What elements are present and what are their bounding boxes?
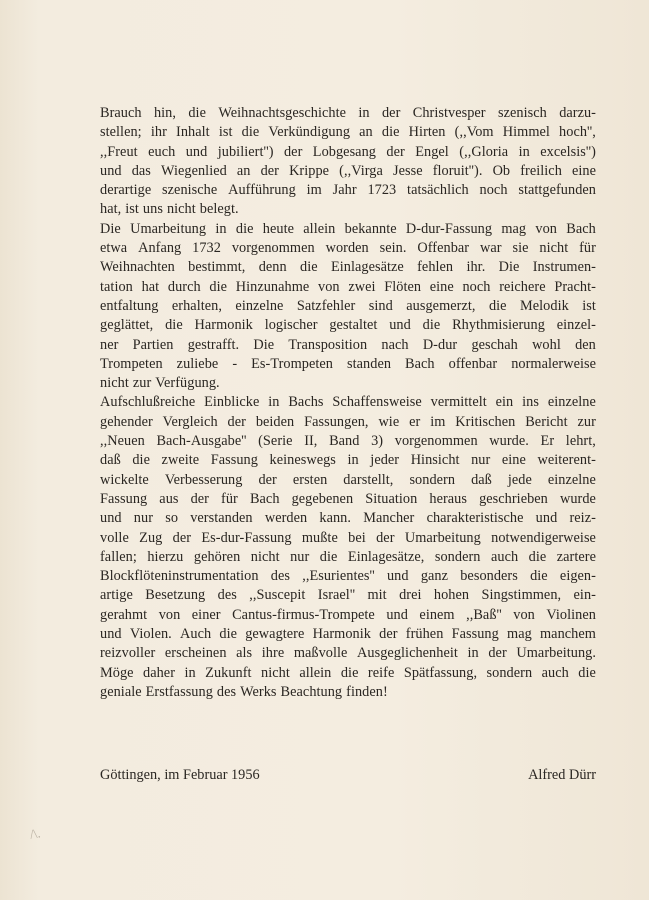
author-name: Alfred Dürr [528, 767, 596, 783]
text-line: nicht zur Verfügung. [100, 375, 220, 392]
text-line: derartige szenische Aufführung im Jahr 1723 tatsächlich noch stattgefunden [100, 182, 596, 199]
text-line: geniale Erstfassung des Werks Beachtung finden! [100, 683, 388, 700]
text-line: etwa Anfang 1732 vorgenommen worden sein. Offenbar war sie nicht für [100, 240, 596, 257]
text-line: wickelte Verbesserung der ersten darstellt, sondern daß jede einzelne [100, 471, 596, 488]
body-text [100, 104, 596, 702]
text-line: Brauch hin, die Weihnachtsgeschichte in der Christvesper szenisch darzu- [100, 105, 596, 121]
text-line: Die Umarbeitung in die heute allein bekannte D-dur-Fassung mag von Bach [100, 220, 596, 237]
text-line: und Violen. Auch die gewagtere Harmonik der frühen Fassung mag manchem [100, 626, 596, 643]
pencil-mark: /\. [28, 825, 42, 842]
text-line: Trompeten zuliebe - Es-Trompeten standen Bach offenbar normalerweise [100, 355, 596, 372]
text-line: tation hat durch die Hinzunahme von zwei Flöten eine noch reichere Pracht- [100, 278, 596, 295]
place-date: Göttingen, im Februar 1956 [100, 767, 260, 783]
signature-row [100, 766, 596, 785]
text-line: gehender Vergleich der beiden Fassungen, wie er im Kritischen Bericht zur [100, 413, 596, 430]
text-line: ,,Neuen Bach-Ausgabe'' (Serie II, Band 3) vorgenommen wurde. Er lehrt, [100, 433, 596, 450]
text-line: gerahmt von einer Cantus-firmus-Trompete und einem ,,Baß'' von Violinen [100, 606, 596, 623]
text-line: und das Wiegenlied an der Krippe (,,Virga Jesse floruit''). Ob freilich eine [100, 162, 596, 179]
text-line: ,,Freut euch und jubiliert'') der Lobgesang der Engel (,,Gloria in excelsis'') [100, 143, 596, 160]
text-line: Weihnachten bestimmt, denn die Einlagesätze fehlen ihr. Die Instrumen- [100, 259, 596, 276]
text-line: Möge daher in Zukunft nicht allein die reife Spätfassung, sondern auch die [100, 664, 596, 681]
text-line: artige Besetzung des ,,Suscepit Israel'' mit drei hohen Singstimmen, ein- [100, 587, 596, 604]
text-line: Aufschlußreiche Einblicke in Bachs Schaffensweise vermittelt ein ins einzelne [100, 394, 596, 411]
text-line: fallen; hierzu gehören nicht nur die Einlagesätze, sondern auch die zartere [100, 548, 596, 565]
text-line: daß die zweite Fassung keineswegs in jeder Hinsicht nur eine weiterent- [100, 452, 596, 469]
text-line: Fassung aus der für Bach gegebenen Situation heraus geschrieben wurde [100, 490, 596, 507]
text-line: hat, ist uns nicht belegt. [100, 201, 239, 218]
text-line: geglättet, die Harmonik logischer gestaltet und die Rhythmisierung einzel- [100, 317, 596, 334]
text-line: ner Partien gestrafft. Die Transposition nach D-dur geschah wohl den [100, 336, 596, 353]
text-line: reizvoller erscheinen als ihre maßvolle Ausgeglichenheit in der Umarbeitung. [100, 645, 596, 662]
text-line: volle Zug der Es-dur-Fassung mußte bei der Umarbeitung notwendigerweise [100, 529, 596, 546]
text-line: stellen; ihr Inhalt ist die Verkündigung an die Hirten (,,Vom Himmel hoch'', [100, 124, 596, 141]
text-line: und nur so verstanden werden kann. Mancher charakteristische und reiz- [100, 510, 596, 527]
text-line: entfaltung erhalten, einzelne Satzfehler sind ausgemerzt, die Melodik ist [100, 297, 596, 314]
text-line: Blockflöteninstrumentation des ,,Esurientes'' und ganz besonders die eigen- [100, 568, 596, 585]
